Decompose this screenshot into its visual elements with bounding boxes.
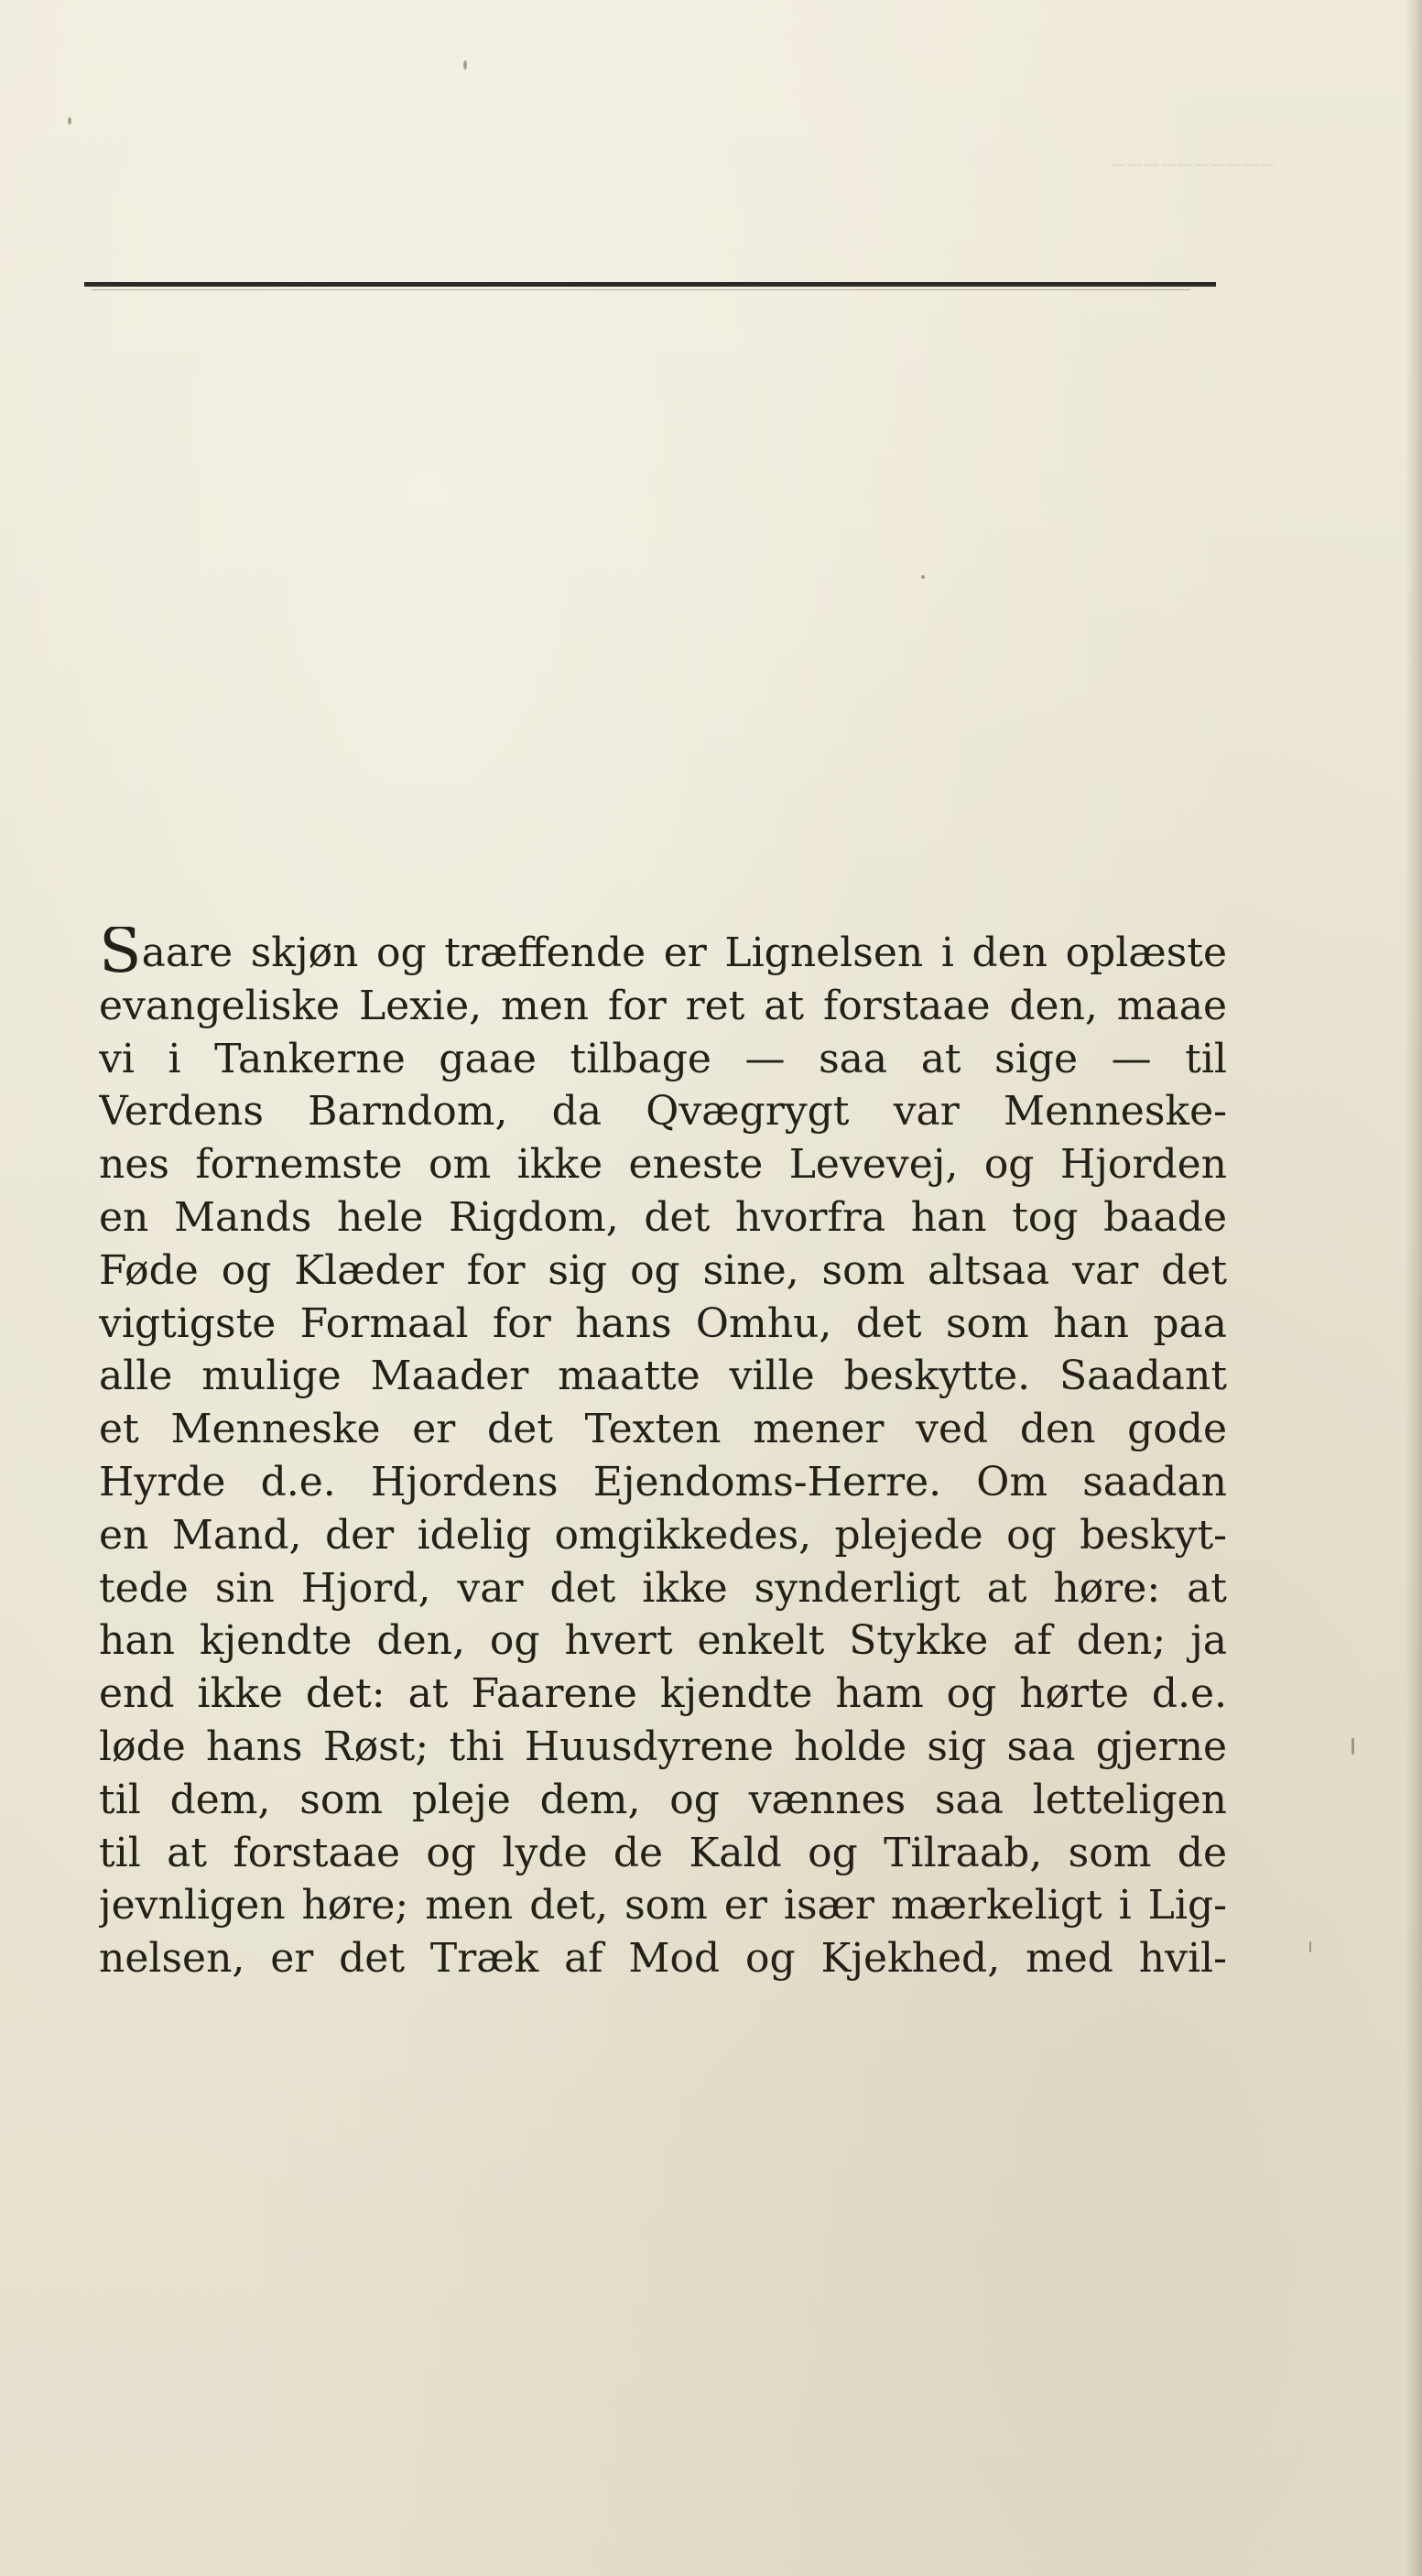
page-edge-shadow (1406, 0, 1422, 2576)
text-line: han kjendte den, og hvert enkelt Stykke af den; ja (99, 1617, 1227, 1665)
paper-fleck (463, 60, 467, 70)
text-line: til at forstaae og lyde de Kald og Tilraab, som de (99, 1829, 1227, 1876)
show-through: –––––––––– (1111, 145, 1275, 182)
text-line: Hyrde d.e. Hjordens Ejendoms-Herre. Om saadan (99, 1458, 1227, 1505)
paper-fleck (1351, 1738, 1354, 1755)
text-line: tede sin Hjord, var det ikke synderligt at høre: at (99, 1564, 1227, 1612)
text-line: løde hans Røst; thi Huusdyrene holde sig saa gjerne (99, 1723, 1227, 1770)
text-line: til dem, som pleje dem, og vænnes saa letteligen (99, 1776, 1227, 1823)
text-line: end ikke det: at Faarene kjendte ham og hørte d.e. (99, 1670, 1227, 1718)
text-line: jevnligen høre; men det, som er især mærkeligt i Lig- (99, 1882, 1227, 1929)
text-line (99, 927, 1227, 980)
text-line: en Mands hele Rigdom, det hvorfra han tog baade (99, 1193, 1227, 1241)
paper-fleck (921, 575, 925, 579)
paper-fleck (68, 117, 71, 125)
text-line: nelsen, er det Træk af Mod og Kjekhed, med hvil- (99, 1935, 1227, 1983)
text-line: Føde og Klæder for sig og sine, som altsaa var det (99, 1246, 1227, 1294)
header-rule (84, 282, 1216, 287)
text-line-rest: aare skjøn og træffende er Lignelsen i den oplæste (141, 929, 1227, 976)
text-line: alle mulige Maader maatte ville beskytte. Saadant (99, 1353, 1227, 1400)
text-line: vigtigste Formaal for hans Omhu, det som han paa (99, 1299, 1227, 1347)
text-line: evangeliske Lexie, men for ret at forstaae den, maae (99, 982, 1227, 1029)
text-line: nes fornemste om ikke eneste Levevej, og Hjorden (99, 1141, 1227, 1189)
text-line: vi i Tankerne gaae tilbage — saa at sige — til (99, 1035, 1227, 1082)
paper-fleck (1309, 1941, 1311, 1952)
text-line: en Mand, der idelig omgikkedes, plejede og beskyt- (99, 1511, 1227, 1559)
text-line: et Menneske er det Texten mener ved den gode (99, 1406, 1227, 1453)
text-line: Verdens Barndom, da Qvægrygt var Menneske- (99, 1088, 1227, 1136)
drop-cap: S (99, 927, 142, 980)
header-rule-shadow (92, 289, 1190, 290)
body-text (99, 927, 1227, 1985)
